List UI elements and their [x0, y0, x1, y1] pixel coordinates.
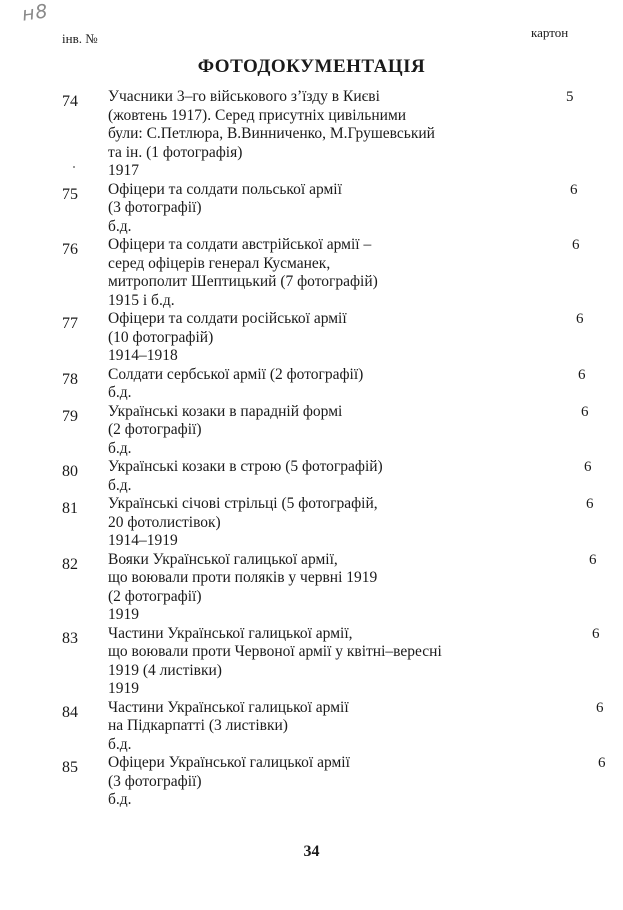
entry-76	[0, 236, 623, 310]
entry-description: Офіцери та солдати російської армії (10 фотографій)	[108, 310, 347, 346]
entry-81	[0, 495, 623, 551]
entry-77	[0, 310, 623, 366]
entry-date: 1917	[108, 162, 139, 179]
entry-date: б.д.	[108, 735, 132, 753]
entry-date: б.д.	[108, 476, 132, 494]
entry-date: 1919	[108, 606, 139, 623]
entry-description: Офіцери та солдати польської армії (3 фотографії)	[108, 180, 342, 216]
entry-79	[0, 403, 623, 459]
entry-number: 81	[62, 500, 78, 517]
entry-date: 1914–1919	[108, 532, 178, 549]
entry-number: 78	[62, 370, 78, 388]
entry-description: Українські козаки в парадній формі (2 фотографії)	[108, 402, 343, 438]
entry-date: 1919	[108, 680, 139, 697]
entry-82	[0, 551, 623, 625]
carton-label: картон	[531, 25, 569, 40]
entry-box-number: 6	[596, 699, 604, 716]
entry-number: 77	[62, 315, 78, 332]
entry-box-number: 6	[581, 403, 589, 420]
page-title: ФОТОДОКУМЕНТАЦІЯ	[197, 56, 426, 77]
entry-number: 76	[62, 241, 78, 258]
entry-date: б.д.	[108, 791, 132, 808]
handwritten-note: н8	[20, 0, 50, 26]
entry-83	[0, 625, 623, 699]
entry-date: 1914–1918	[108, 347, 178, 364]
entry-number: 85	[62, 759, 78, 776]
entry-box-number: 6	[584, 459, 592, 475]
entry-box-number: 6	[576, 311, 584, 327]
entry-description: Офіцери Української галицької армії (3 фотографії)	[108, 754, 350, 790]
entry-number: 75	[62, 185, 78, 203]
scan-speck	[73, 166, 75, 168]
entry-box-number: 6	[570, 181, 578, 198]
entry-number: 83	[62, 629, 78, 647]
entry-number: 82	[62, 555, 78, 573]
entry-date: б.д.	[108, 217, 132, 235]
entry-description: Українські козаки в строю (5 фотографій)	[108, 458, 383, 475]
inventory-number-label: інв. №	[62, 31, 98, 46]
entry-description: Солдати сербської армії (2 фотографії)	[108, 365, 364, 383]
entry-74	[0, 88, 623, 181]
entry-description: Українські січові стрільці (5 фотографій, 20 фотолистівок)	[108, 495, 378, 531]
entry-number: 79	[62, 407, 78, 425]
entry-78	[0, 366, 623, 403]
entry-80	[0, 458, 623, 495]
entry-box-number: 6	[598, 755, 606, 771]
entry-number: 74	[62, 93, 78, 110]
entry-box-number: 6	[592, 625, 600, 642]
page-number: 34	[303, 843, 320, 860]
entry-date: 1915 і б.д.	[108, 291, 175, 309]
entry-number: 80	[62, 463, 78, 480]
entry-description: Учасники 3–го військового з’їзду в Києві (жовтень 1917). Серед присутніх цивільними були: С.Петлюра, В.Винниченко, М.Грушевський та ін. (1 фотографія)	[108, 88, 435, 161]
entry-box-number: 6	[589, 551, 597, 568]
entry-date: б.д.	[108, 384, 132, 401]
entry-description: Частини Української галицької армії на Підкарпатті (3 листівки)	[108, 698, 349, 734]
entry-description: Частини Української галицької армії, що воювали проти Червоної армії у квітні–вересні 1919 (4 листівки)	[108, 624, 442, 679]
entry-box-number: 5	[566, 89, 574, 105]
entry-number: 84	[62, 703, 78, 721]
entry-description: Вояки Української галицької армії, що воювали проти поляків у червні 1919 (2 фотографії)	[108, 550, 378, 605]
entry-75	[0, 181, 623, 237]
entry-box-number: 6	[586, 496, 594, 512]
entry-box-number: 6	[578, 366, 586, 383]
entries-list	[0, 88, 623, 810]
entry-box-number: 6	[572, 237, 580, 253]
entry-84	[0, 699, 623, 755]
entry-description: Офіцери та солдати австрійської армії – серед офіцерів генерал Кусманек, митрополит Шептицький (7 фотографій)	[108, 236, 378, 290]
entry-85	[0, 754, 623, 810]
entry-date: б.д.	[108, 439, 132, 457]
